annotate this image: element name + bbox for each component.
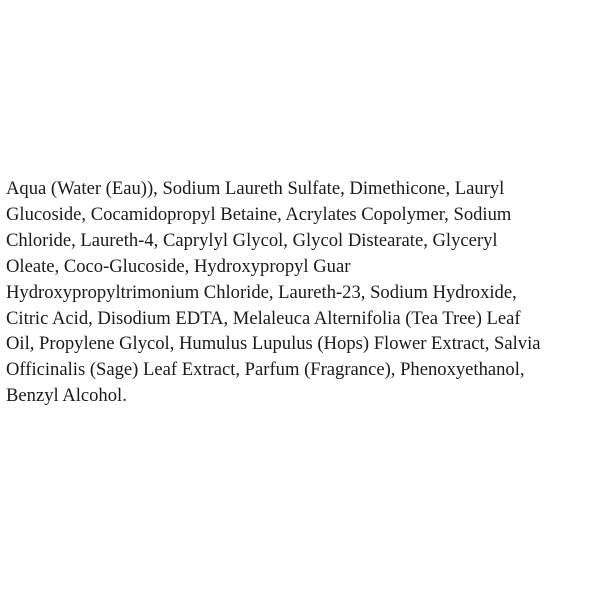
ingredients-line-8: Officinalis (Sage) Leaf Extract, Parfum (Fragrance), Phenoxyethanol,	[6, 359, 525, 381]
ingredients-line-4: Oleate, Coco-Glucoside, Hydroxypropyl Guar	[6, 255, 351, 277]
ingredients-line-1: Aqua (Water (Eau)), Sodium Laureth Sulfate, Dimethicone, Lauryl	[6, 178, 505, 199]
ingredients-line-7: Oil, Propylene Glycol, Humulus Lupulus (Hops) Flower Extract, Salvia	[6, 333, 541, 355]
ingredients-list	[6, 176, 600, 409]
ingredients-line-2: Glucoside, Cocamidopropyl Betaine, Acrylates Copolymer, Sodium	[6, 203, 512, 225]
ingredients-line-3: Chloride, Laureth-4, Caprylyl Glycol, Glycol Distearate, Glyceryl	[6, 229, 498, 251]
ingredients-line-6: Citric Acid, Disodium EDTA, Melaleuca Alternifolia (Tea Tree) Leaf	[6, 307, 521, 329]
ingredients-line-9: Benzyl Alcohol.	[6, 385, 127, 407]
ingredients-line-5: Hydroxypropyltrimonium Chloride, Laureth-23, Sodium Hydroxide,	[6, 281, 517, 303]
